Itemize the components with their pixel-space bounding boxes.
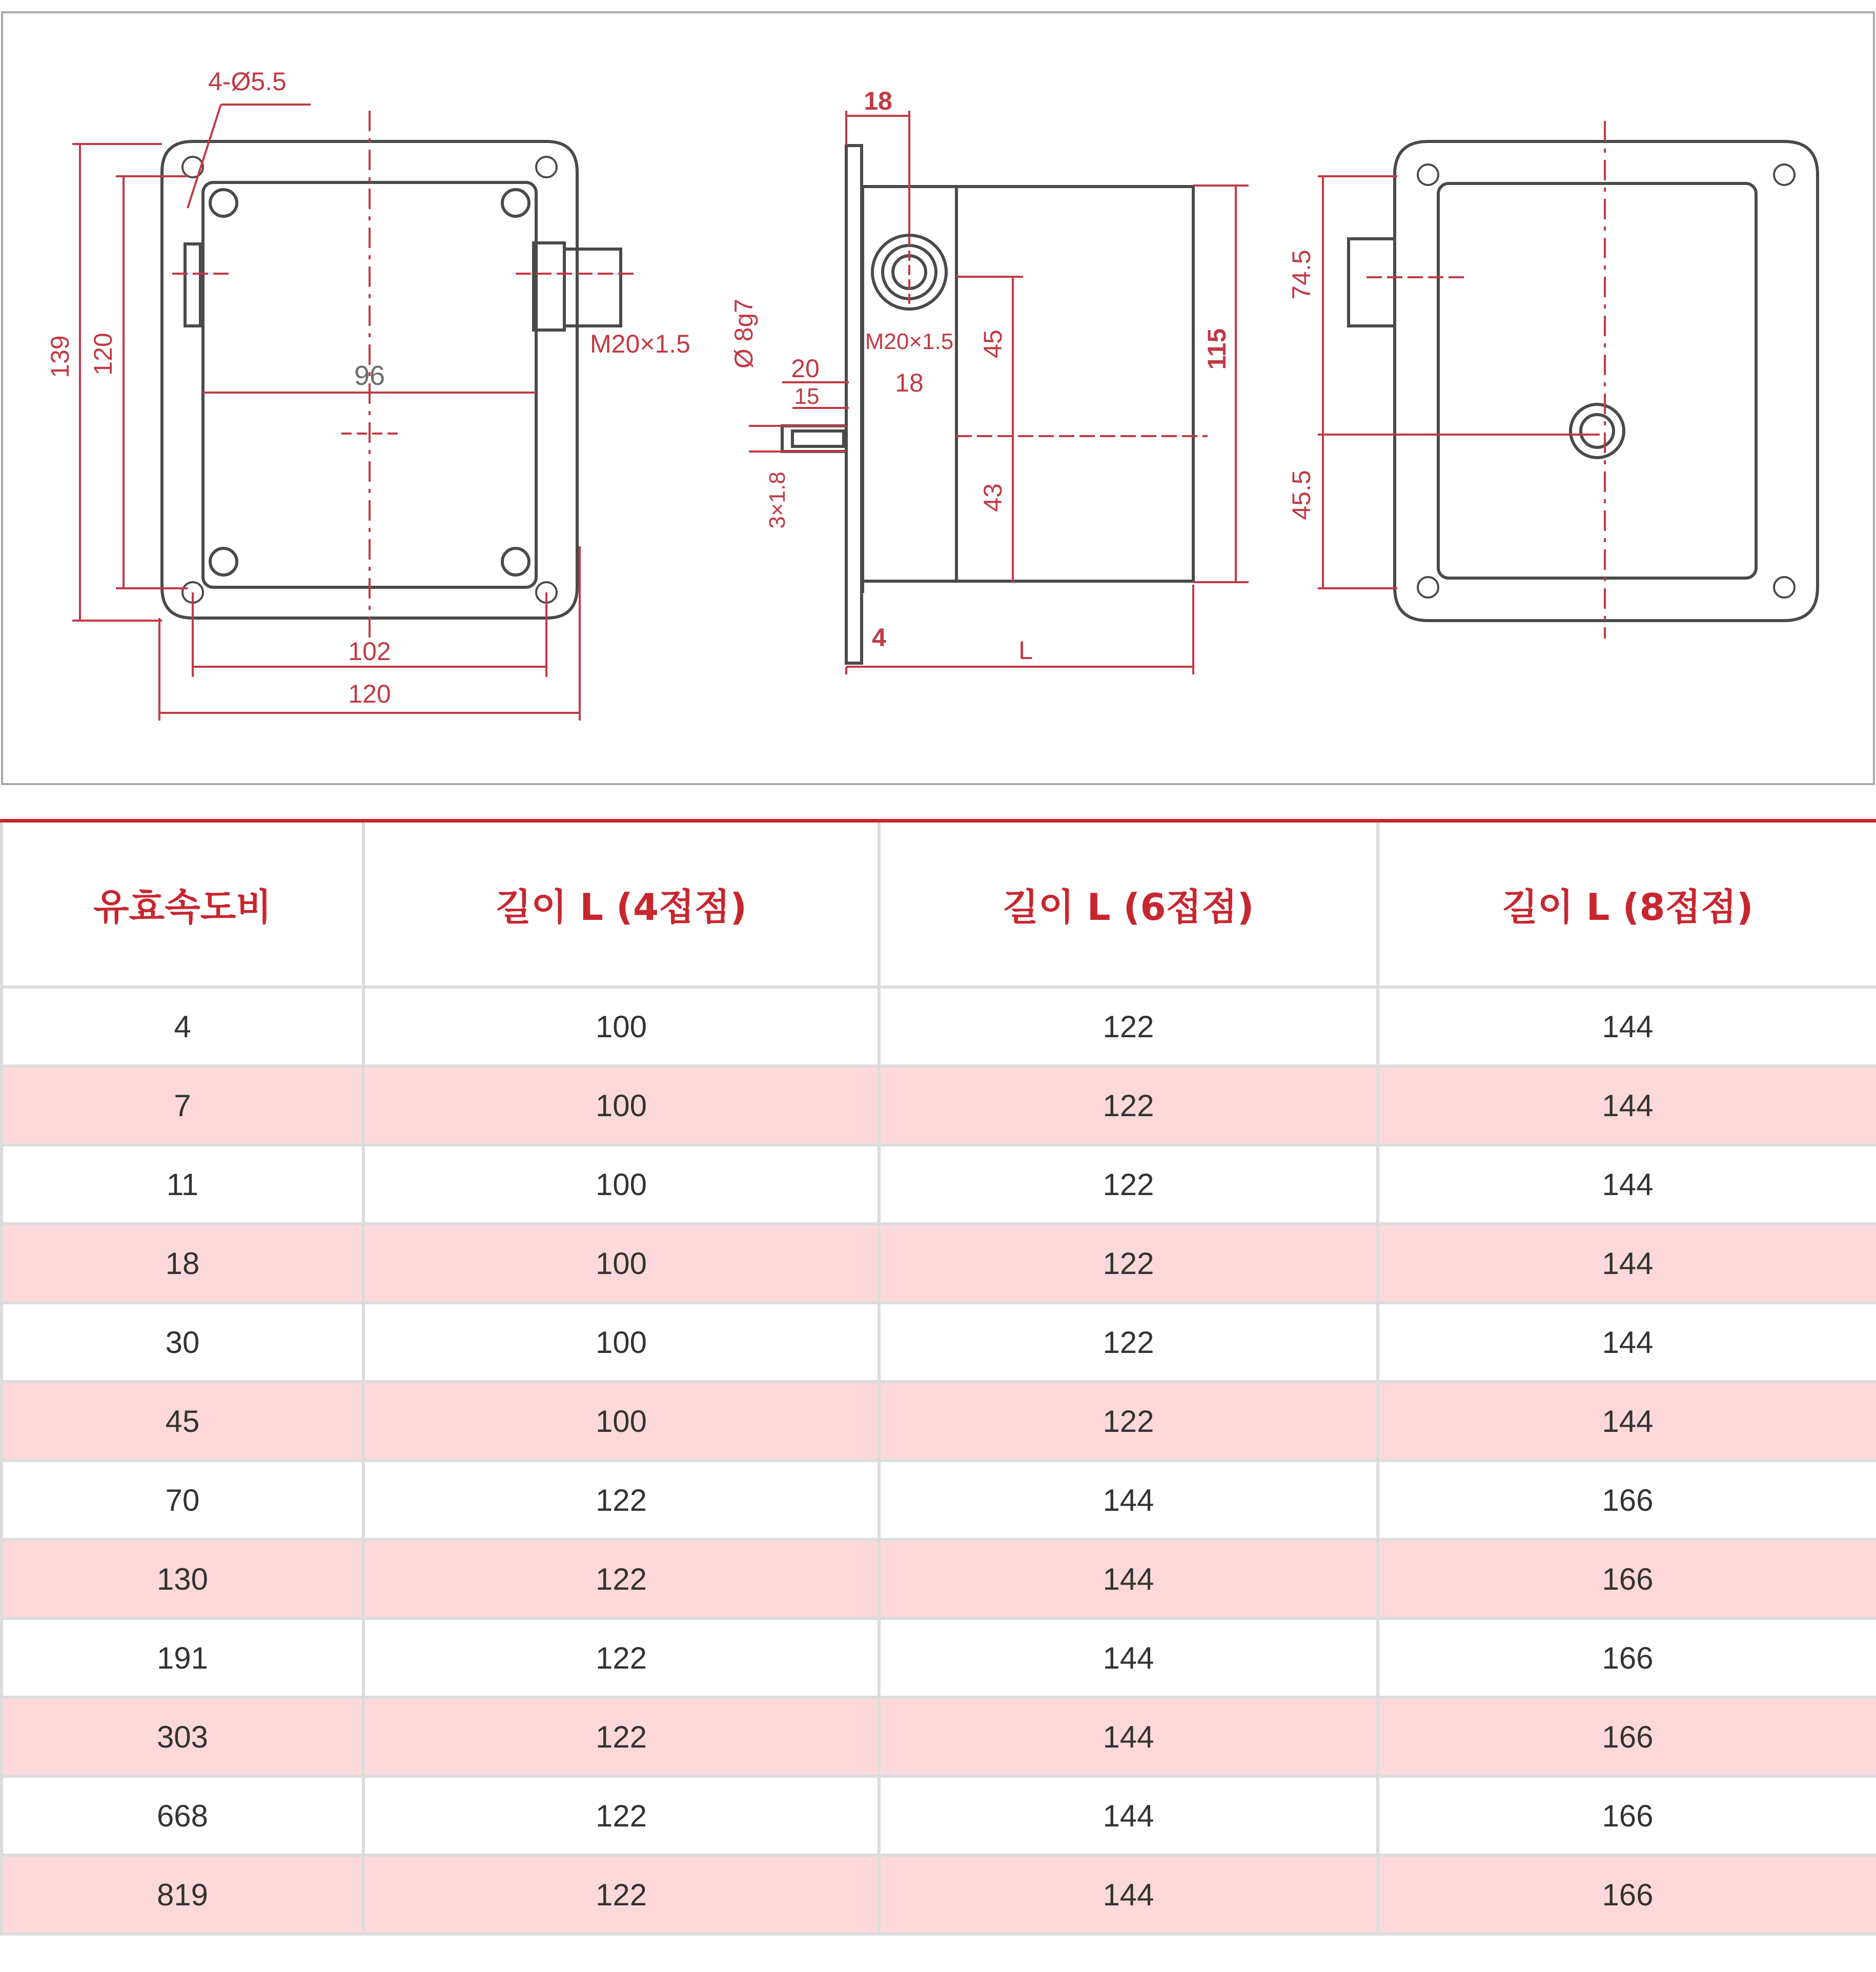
cell-length-4: 122	[363, 1618, 879, 1697]
front-height-outer: 139	[46, 335, 74, 378]
front-gland-thread: M20×1.5	[590, 330, 690, 358]
cell-length-6: 144	[879, 1461, 1378, 1539]
cell-ratio: 303	[2, 1697, 363, 1776]
table-header-row	[2, 821, 1876, 988]
cell-ratio: 191	[2, 1618, 363, 1697]
front-width-inner: 102	[348, 637, 391, 666]
cell-length-4: 100	[363, 1224, 879, 1303]
cell-length-8: 144	[1378, 1382, 1876, 1461]
cell-length-4: 100	[363, 1145, 879, 1224]
cell-length-4: 100	[363, 1303, 879, 1382]
technical-drawing	[1, 11, 1875, 785]
cell-length-4: 122	[363, 1461, 879, 1539]
cell-length-4: 100	[363, 1382, 879, 1461]
table-row	[2, 1618, 1876, 1697]
side-view	[782, 146, 1193, 663]
rear-upper-height: 74.5	[1287, 250, 1316, 300]
cell-length-6: 122	[879, 1303, 1378, 1382]
header-length-8: 길이 L (8접점)	[1378, 821, 1876, 988]
cell-length-8: 166	[1378, 1539, 1876, 1618]
side-lower-height: 43	[978, 483, 1007, 512]
cell-ratio: 819	[2, 1855, 363, 1934]
side-upper-height: 45	[978, 330, 1007, 358]
table-row	[2, 1303, 1876, 1382]
cell-ratio: 45	[2, 1382, 363, 1461]
cell-length-6: 144	[879, 1618, 1378, 1697]
cell-length-4: 122	[363, 1697, 879, 1776]
cell-length-8: 166	[1378, 1855, 1876, 1934]
side-key-size: 3×1.8	[765, 471, 790, 529]
table-row	[2, 987, 1876, 1066]
cell-length-8: 144	[1378, 1145, 1876, 1224]
cell-length-8: 144	[1378, 1303, 1876, 1382]
header-length-6: 길이 L (6접점)	[879, 821, 1378, 988]
table-row	[2, 1776, 1876, 1855]
cell-length-8: 166	[1378, 1618, 1876, 1697]
side-key-len: 15	[794, 384, 820, 409]
cell-ratio: 668	[2, 1776, 363, 1855]
table-row	[2, 1539, 1876, 1618]
side-gland-thread: M20×1.5	[865, 329, 954, 354]
cell-ratio: 130	[2, 1539, 363, 1618]
cell-length-8: 166	[1378, 1776, 1876, 1855]
cell-ratio: 70	[2, 1461, 363, 1539]
cell-length-4: 100	[363, 987, 879, 1066]
header-length-4: 길이 L (4접점)	[363, 821, 879, 988]
front-height-inner: 120	[89, 333, 117, 376]
cell-length-6: 122	[879, 1382, 1378, 1461]
rear-view-dimensions	[1318, 121, 1605, 639]
cell-ratio: 18	[2, 1224, 363, 1303]
side-gland-offset: 18	[895, 368, 924, 397]
cell-ratio: 7	[2, 1066, 363, 1145]
side-flange-thickness: 4	[872, 623, 886, 652]
cell-length-6: 144	[879, 1697, 1378, 1776]
side-total-height: 115	[1202, 328, 1231, 370]
table-row	[2, 1066, 1876, 1145]
rear-view	[1349, 141, 1818, 621]
side-shaft-dia: Ø 8g7	[729, 298, 758, 369]
front-view	[162, 141, 621, 618]
cell-length-6: 144	[879, 1539, 1378, 1618]
spec-table	[0, 819, 1876, 1936]
cell-length-8: 144	[1378, 1066, 1876, 1145]
cell-length-4: 122	[363, 1539, 879, 1618]
cell-length-6: 122	[879, 987, 1378, 1066]
cell-length-6: 122	[879, 1224, 1378, 1303]
cell-ratio: 30	[2, 1303, 363, 1382]
cell-length-4: 122	[363, 1855, 879, 1934]
table-row	[2, 1224, 1876, 1303]
front-width-outer: 120	[348, 680, 391, 708]
cell-length-6: 144	[879, 1855, 1378, 1934]
table-row	[2, 1461, 1876, 1539]
cell-length-6: 122	[879, 1145, 1378, 1224]
dimension-drawing-svg	[3, 13, 1873, 783]
rear-lower-height: 45.5	[1287, 470, 1316, 520]
cell-ratio: 4	[2, 987, 363, 1066]
table-row	[2, 1855, 1876, 1934]
header-speed-ratio: 유효속도비	[2, 821, 363, 988]
cell-length-4: 100	[363, 1066, 879, 1145]
cell-ratio: 11	[2, 1145, 363, 1224]
hole-pitch-label: 96	[354, 360, 385, 391]
cell-length-8: 144	[1378, 1224, 1876, 1303]
side-length: L	[1018, 636, 1033, 665]
cell-length-6: 122	[879, 1066, 1378, 1145]
front-view-dimensions	[72, 105, 634, 721]
cell-length-4: 122	[363, 1776, 879, 1855]
cell-length-8: 166	[1378, 1697, 1876, 1776]
side-view-dimensions	[749, 111, 1249, 674]
table-row	[2, 1382, 1876, 1461]
cell-length-6: 144	[879, 1776, 1378, 1855]
table-row	[2, 1697, 1876, 1776]
side-flange-offset: 18	[864, 87, 892, 115]
cell-length-8: 166	[1378, 1461, 1876, 1539]
table-row	[2, 1145, 1876, 1224]
side-shaft-len: 20	[791, 354, 820, 383]
hole-callout: 4-Ø5.5	[208, 67, 287, 96]
cell-length-8: 144	[1378, 987, 1876, 1066]
